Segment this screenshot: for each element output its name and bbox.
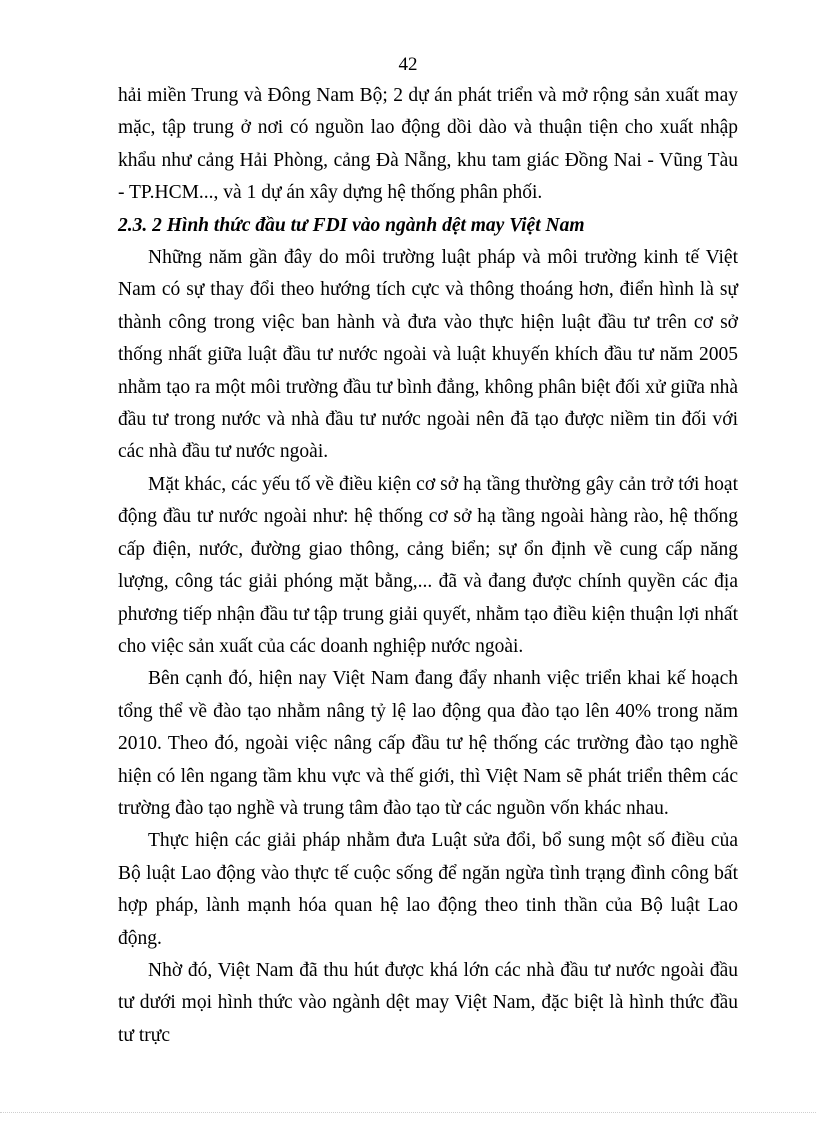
page-number: 42 [398, 54, 418, 75]
page-bottom-divider [0, 1112, 816, 1113]
section-heading: 2.3. 2 Hình thức đầu tư FDI vào ngành dệt may Việt Nam [118, 214, 585, 236]
paragraph-training: Bên cạnh đó, hiện nay Việt Nam đang đẩy nhanh việc triển khai kế hoạch tổng thể về đào tạo nhằm nâng tỷ lệ lao động qua đào tạo lên 40% trong năm 2010. Theo đó, ngoài việc nâng cấp đầu tư hệ thống các trường đào tạo nghề hiện có lên ngang tầm khu vực và thế giới, thì Việt Nam sẽ phát triển thêm các trường đào tạo nghề và trung tâm đào tạo từ các nguồn vốn khác nhau. [118, 668, 738, 819]
paragraph-continuation: hải miền Trung và Đông Nam Bộ; 2 dự án phát triển và mở rộng sản xuất may mặc, tập trung ở nơi có nguồn lao động dồi dào và thuận tiện cho xuất nhập khẩu như cảng Hải Phòng, cảng Đà Nẵng, khu tam giác Đồng Nai - Vũng Tàu - TP.HCM..., và 1 dự án xây dựng hệ thống phân phối. [118, 85, 738, 204]
paragraph-legal-environment: Những năm gần đây do môi trường luật pháp và môi trường kinh tế Việt Nam có sự thay đổi theo hướng tích cực và thông thoáng hơn, điển hình là sự thành công trong việc ban hành và đưa vào thực hiện luật đầu tư trên cơ sở thống nhất giữa luật đầu tư nước ngoài và luật khuyến khích đầu tư năm 2005 nhằm tạo ra một môi trường đầu tư bình đẳng, không phân biệt đối xử giữa nhà đầu tư trong nước và nhà đầu tư nước ngoài nên đã tạo được niềm tin đối với các nhà đầu tư nước ngoài. [118, 247, 738, 463]
paragraph-result: Nhờ đó, Việt Nam đã thu hút được khá lớn các nhà đầu tư nước ngoài đầu tư dưới mọi hình thức vào ngành dệt may Việt Nam, đặc biệt là hình thức đầu tư trực [118, 959, 738, 1046]
paragraph-labor-law: Thực hiện các giải pháp nhằm đưa Luật sửa đổi, bổ sung một số điều của Bộ luật Lao động vào thực tế cuộc sống để ngăn ngừa tình trạng đình công bất hợp pháp, lành mạnh hóa quan hệ lao động theo tinh thần của Bộ luật Lao động. [118, 830, 738, 949]
document-body [118, 80, 738, 1052]
paragraph-infrastructure: Mặt khác, các yếu tố về điều kiện cơ sở hạ tầng thường gây cản trở tới hoạt động đầu tư nước ngoài như: hệ thống cơ sở hạ tầng ngoài hàng rào, hệ thống cấp điện, nước, đường giao thông, cảng biển; sự ổn định về cung cấp năng lượng, công tác giải phóng mặt bằng,... đã và đang được chính quyền các địa phương tiếp nhận đầu tư tập trung giải quyết, nhằm tạo điều kiện thuận lợi nhất cho việc sản xuất của các doanh nghiệp nước ngoài. [118, 473, 738, 657]
